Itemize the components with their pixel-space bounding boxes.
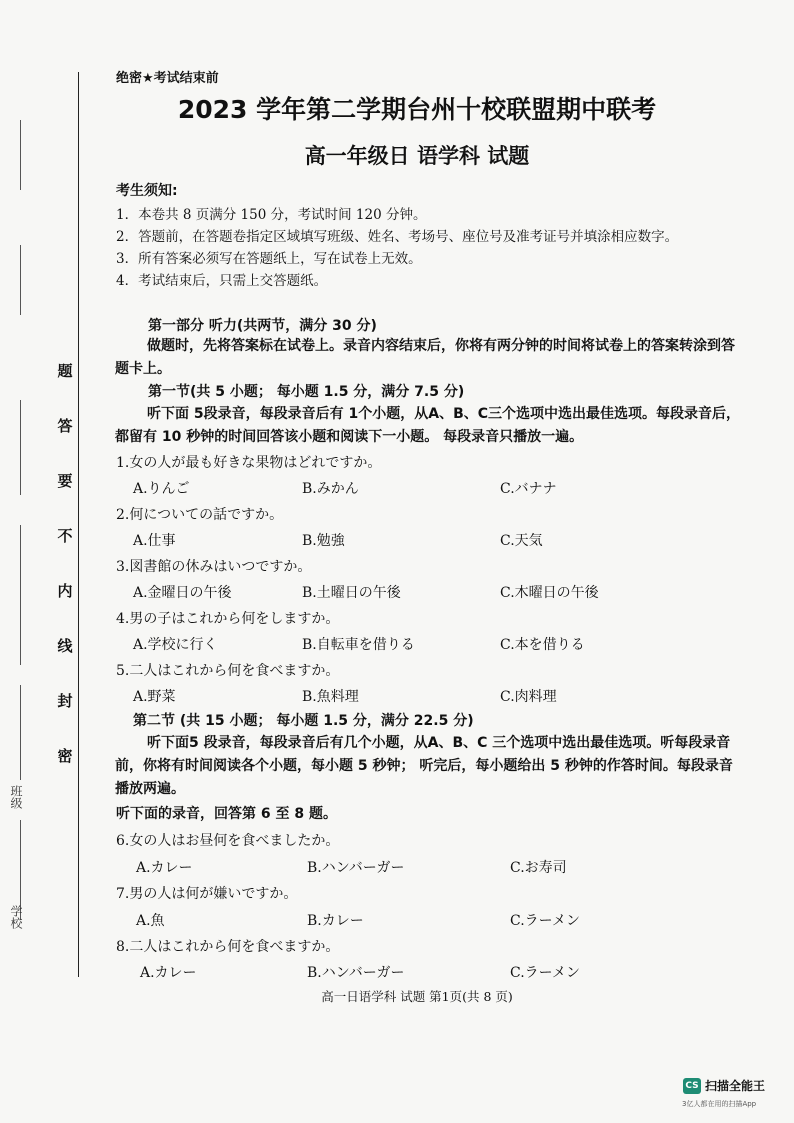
question-stem: 7.男の人は何が嫌いですか。 <box>116 886 298 902</box>
question-stem: 6.女の人はお昼何を食べましたか。 <box>116 833 340 849</box>
option-c: C.木曜日の午後 <box>500 585 599 601</box>
question-stem: 1.女の人が最も好きな果物はどれですか。 <box>116 455 382 471</box>
scanner-name: 扫描全能王 <box>705 1079 766 1093</box>
option-b: B.魚料理 <box>302 689 359 705</box>
question-stem: 3.図書館の休みはいつですか。 <box>116 559 312 575</box>
part1-intro: 做题时，先将答案标在试卷上。录音内容结束后，你将有两分钟的时间将试卷上的答案转涂到答题卡上。 <box>115 338 735 377</box>
option-b: B.土曜日の午後 <box>302 585 401 601</box>
option-a: A.野菜 <box>133 689 176 705</box>
seal-char: 答 <box>57 417 73 435</box>
margin-field-line <box>20 685 21 780</box>
scanner-tagline: 3亿人都在用的扫描App <box>682 1100 757 1108</box>
option-c: C.ラーメン <box>510 965 580 981</box>
margin-field-line <box>20 525 21 665</box>
option-b: B.自転車を借りる <box>302 637 415 653</box>
seal-char: 内 <box>57 582 73 600</box>
school-label: 学校 <box>9 905 23 929</box>
seal-char: 密 <box>57 747 73 765</box>
exam-title: 2023 学年第二学期台州十校联盟期中联考 <box>177 95 657 124</box>
notice-item: 3．所有答案必须写在答题纸上，写在试卷上无效。 <box>116 251 422 267</box>
exam-subtitle: 高一年级日 语学科 试题 <box>304 144 530 168</box>
seal-char: 线 <box>57 637 73 655</box>
option-a: A.カレー <box>136 860 193 876</box>
option-c: C.お寿司 <box>510 860 567 876</box>
notice-item: 4．考试结束后，只需上交答题纸。 <box>116 273 328 289</box>
option-a: A.仕事 <box>133 533 176 549</box>
option-a: A.金曜日の午後 <box>133 585 232 601</box>
option-a: A.カレー <box>140 965 197 981</box>
group-instruction: 听下面的录音，回答第 6 至 8 题。 <box>116 806 337 822</box>
scanner-badge-icon: CS <box>683 1078 701 1094</box>
page-footer: 高一日语学科 试题 第1页(共 8 页) <box>321 989 513 1004</box>
option-a: A.魚 <box>136 913 165 929</box>
section2-title: 第二节 (共 15 小题； 每小题 1.5 分，满分 22.5 分) <box>133 713 474 729</box>
seal-char: 题 <box>57 362 73 380</box>
option-a: A.りんご <box>133 481 190 497</box>
seal-char: 要 <box>57 472 73 490</box>
seal-line-text <box>55 360 75 800</box>
option-b: B.ハンバーガー <box>307 860 405 876</box>
class-label: 班级 <box>9 785 23 809</box>
question-stem: 2.何についての話ですか。 <box>116 507 284 523</box>
option-b: B.カレー <box>307 913 364 929</box>
scanner-logo <box>683 1077 765 1094</box>
option-b: B.みかん <box>302 481 359 497</box>
section1-intro: 听下面 5段录音，每段录音后有 1个小题，从A、B、C三个选项中选出最佳选项。每段录音后，都留有 10 秒钟的时间回答该小题和阅读下一小题。 每段录音只播放一遍。 <box>115 406 741 445</box>
seal-char: 封 <box>57 692 73 710</box>
option-c: C.本を借りる <box>500 637 585 653</box>
option-a: A.学校に行く <box>133 637 218 653</box>
question-stem: 8.二人はこれから何を食べますか。 <box>116 939 340 955</box>
notice-item: 2．答题前，在答题卷指定区域填写班级、姓名、考场号、座位号及准考证号并填涂相应数字。 <box>116 229 679 245</box>
question-stem: 5.二人はこれから何を食べますか。 <box>116 663 340 679</box>
option-c: C.天気 <box>500 533 543 549</box>
option-b: B.勉強 <box>302 533 345 549</box>
part1-title: 第一部分 听力(共两节，满分 30 分) <box>148 318 377 334</box>
binding-line <box>78 72 79 977</box>
option-b: B.ハンバーガー <box>307 965 405 981</box>
option-c: C.バナナ <box>500 481 557 497</box>
section2-intro: 听下面5 段录音，每段录音后有几个小题，从A、B、C 三个选项中选出最佳选项。听每段录音前，你将有时间阅读各个小题，每小题 5 秒钟； 听完后，每小题给出 5 秒钟的作答时间。每段录音播放两遍。 <box>115 735 733 797</box>
notice-item: 1．本卷共 8 页满分 150 分，考试时间 120 分钟。 <box>116 207 427 223</box>
section1-title: 第一节(共 5 小题； 每小题 1.5 分，满分 7.5 分) <box>148 384 465 400</box>
notice-title: 考生须知: <box>116 183 178 199</box>
margin-field-line <box>20 245 21 315</box>
margin-field-line <box>20 400 21 495</box>
option-c: C.ラーメン <box>510 913 580 929</box>
option-c: C.肉料理 <box>500 689 557 705</box>
question-stem: 4.男の子はこれから何をしますか。 <box>116 611 340 627</box>
seal-char: 不 <box>57 527 73 545</box>
confidential-mark: 绝密★考试结束前 <box>116 71 219 86</box>
